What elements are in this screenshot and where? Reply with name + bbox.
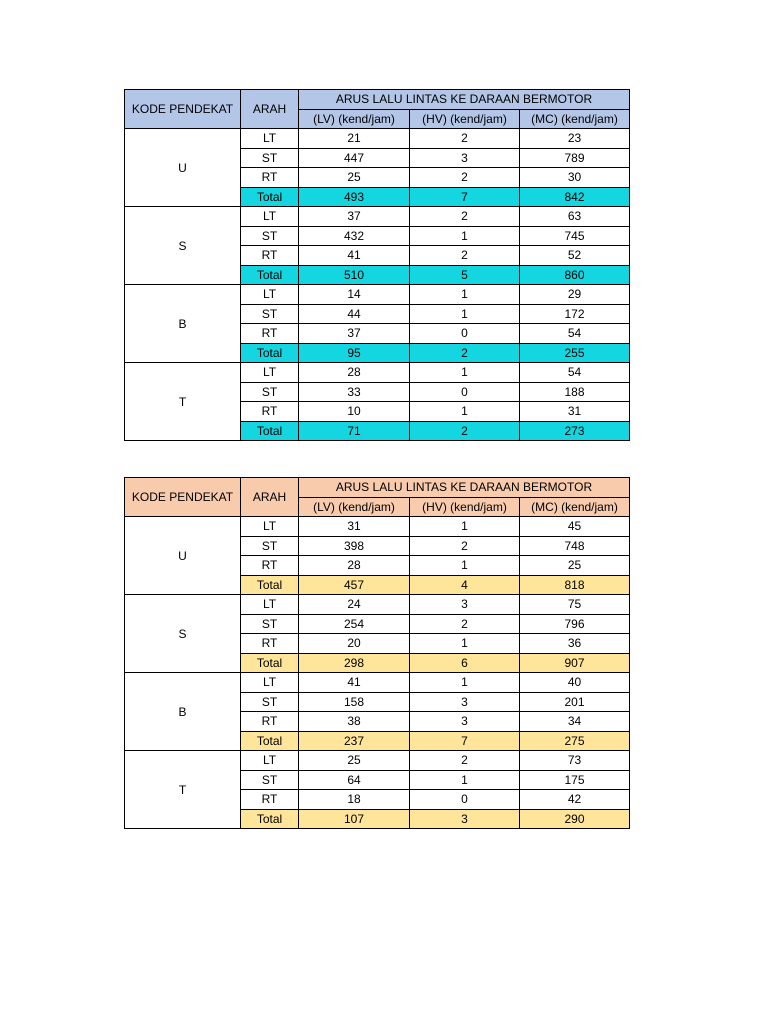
kode-pendekat-cell: S — [125, 595, 241, 673]
mc-cell: 172 — [520, 304, 630, 324]
arah-cell: LT — [241, 673, 299, 693]
lv-cell: 298 — [299, 653, 410, 673]
hv-cell: 1 — [410, 634, 520, 654]
arah-cell: Total — [241, 653, 299, 673]
arah-cell: Total — [241, 809, 299, 829]
hv-cell: 0 — [410, 324, 520, 344]
hv-cell: 1 — [410, 363, 520, 383]
hv-cell: 3 — [410, 692, 520, 712]
arah-cell: RT — [241, 246, 299, 266]
lv-cell: 18 — [299, 790, 410, 810]
lv-cell: 10 — [299, 402, 410, 422]
table-row — [125, 363, 630, 383]
arah-cell: ST — [241, 536, 299, 556]
lv-cell: 493 — [299, 187, 410, 207]
hv-cell: 1 — [410, 770, 520, 790]
mc-cell: 40 — [520, 673, 630, 693]
arah-cell: Total — [241, 731, 299, 751]
mc-cell: 745 — [520, 226, 630, 246]
mc-cell: 63 — [520, 207, 630, 227]
arah-cell: LT — [241, 285, 299, 305]
lv-cell: 33 — [299, 382, 410, 402]
lv-cell: 37 — [299, 207, 410, 227]
hv-cell: 1 — [410, 673, 520, 693]
arah-cell: Total — [241, 575, 299, 595]
arah-cell: LT — [241, 751, 299, 771]
lv-cell: 25 — [299, 168, 410, 188]
arah-cell: Total — [241, 187, 299, 207]
hv-cell: 2 — [410, 343, 520, 363]
lv-cell: 20 — [299, 634, 410, 654]
kode-pendekat-cell: U — [125, 129, 241, 207]
table-row — [125, 751, 630, 771]
table-row — [125, 285, 630, 305]
hv-cell: 1 — [410, 226, 520, 246]
hv-cell: 1 — [410, 556, 520, 576]
lv-cell: 28 — [299, 556, 410, 576]
lv-cell: 37 — [299, 324, 410, 344]
hv-cell: 0 — [410, 790, 520, 810]
table-row — [125, 207, 630, 227]
lv-cell: 28 — [299, 363, 410, 383]
header-arah: ARAH — [241, 90, 299, 129]
kode-pendekat-cell: B — [125, 673, 241, 751]
hv-cell: 4 — [410, 575, 520, 595]
lv-cell: 21 — [299, 129, 410, 149]
lv-cell: 25 — [299, 751, 410, 771]
hv-cell: 3 — [410, 809, 520, 829]
lv-cell: 457 — [299, 575, 410, 595]
lv-cell: 432 — [299, 226, 410, 246]
arah-cell: ST — [241, 614, 299, 634]
hv-cell: 1 — [410, 285, 520, 305]
hv-cell: 5 — [410, 265, 520, 285]
mc-cell: 175 — [520, 770, 630, 790]
lv-cell: 41 — [299, 246, 410, 266]
hv-cell: 2 — [410, 168, 520, 188]
arah-cell: LT — [241, 595, 299, 615]
lv-cell: 447 — [299, 148, 410, 168]
hv-cell: 2 — [410, 207, 520, 227]
mc-cell: 54 — [520, 363, 630, 383]
hv-cell: 1 — [410, 517, 520, 537]
mc-cell: 42 — [520, 790, 630, 810]
table-row — [125, 129, 630, 149]
mc-cell: 30 — [520, 168, 630, 188]
mc-cell: 275 — [520, 731, 630, 751]
mc-cell: 255 — [520, 343, 630, 363]
hv-cell: 2 — [410, 751, 520, 771]
mc-cell: 45 — [520, 517, 630, 537]
header-hv: (HV) (kend/jam) — [410, 497, 520, 517]
hv-cell: 3 — [410, 595, 520, 615]
arah-cell: LT — [241, 517, 299, 537]
arah-cell: RT — [241, 634, 299, 654]
hv-cell: 1 — [410, 304, 520, 324]
header-arus-lalu-lintas: ARUS LALU LINTAS KE DARAAN BERMOTOR — [299, 90, 630, 110]
arah-cell: RT — [241, 324, 299, 344]
traffic-table-1 — [124, 89, 630, 441]
table-row — [125, 595, 630, 615]
mc-cell: 201 — [520, 692, 630, 712]
mc-cell: 25 — [520, 556, 630, 576]
hv-cell: 6 — [410, 653, 520, 673]
lv-cell: 254 — [299, 614, 410, 634]
hv-cell: 3 — [410, 148, 520, 168]
mc-cell: 290 — [520, 809, 630, 829]
header-kode-pendekat: KODE PENDEKAT — [125, 90, 241, 129]
mc-cell: 29 — [520, 285, 630, 305]
lv-cell: 38 — [299, 712, 410, 732]
hv-cell: 3 — [410, 712, 520, 732]
hv-cell: 1 — [410, 402, 520, 422]
mc-cell: 54 — [520, 324, 630, 344]
table-row — [125, 673, 630, 693]
lv-cell: 398 — [299, 536, 410, 556]
lv-cell: 64 — [299, 770, 410, 790]
traffic-table-2 — [124, 477, 630, 829]
arah-cell: ST — [241, 304, 299, 324]
arah-cell: Total — [241, 421, 299, 441]
lv-cell: 510 — [299, 265, 410, 285]
lv-cell: 31 — [299, 517, 410, 537]
mc-cell: 860 — [520, 265, 630, 285]
mc-cell: 36 — [520, 634, 630, 654]
lv-cell: 107 — [299, 809, 410, 829]
arah-cell: ST — [241, 692, 299, 712]
mc-cell: 23 — [520, 129, 630, 149]
arah-cell: LT — [241, 363, 299, 383]
arah-cell: LT — [241, 207, 299, 227]
header-arah: ARAH — [241, 478, 299, 517]
arah-cell: Total — [241, 265, 299, 285]
header-kode-pendekat: KODE PENDEKAT — [125, 478, 241, 517]
arah-cell: Total — [241, 343, 299, 363]
header-mc: (MC) (kend/jam) — [520, 109, 630, 129]
mc-cell: 52 — [520, 246, 630, 266]
arah-cell: LT — [241, 129, 299, 149]
arah-cell: RT — [241, 712, 299, 732]
mc-cell: 273 — [520, 421, 630, 441]
arah-cell: RT — [241, 790, 299, 810]
hv-cell: 2 — [410, 614, 520, 634]
hv-cell: 7 — [410, 187, 520, 207]
mc-cell: 188 — [520, 382, 630, 402]
hv-cell: 2 — [410, 129, 520, 149]
header-mc: (MC) (kend/jam) — [520, 497, 630, 517]
lv-cell: 158 — [299, 692, 410, 712]
lv-cell: 237 — [299, 731, 410, 751]
mc-cell: 748 — [520, 536, 630, 556]
lv-cell: 44 — [299, 304, 410, 324]
header-arus-lalu-lintas: ARUS LALU LINTAS KE DARAAN BERMOTOR — [299, 478, 630, 498]
lv-cell: 41 — [299, 673, 410, 693]
mc-cell: 73 — [520, 751, 630, 771]
hv-cell: 7 — [410, 731, 520, 751]
hv-cell: 2 — [410, 536, 520, 556]
header-lv: (LV) (kend/jam) — [299, 497, 410, 517]
arah-cell: RT — [241, 402, 299, 422]
lv-cell: 14 — [299, 285, 410, 305]
arah-cell: RT — [241, 168, 299, 188]
arah-cell: ST — [241, 148, 299, 168]
kode-pendekat-cell: S — [125, 207, 241, 285]
header-hv: (HV) (kend/jam) — [410, 109, 520, 129]
mc-cell: 34 — [520, 712, 630, 732]
mc-cell: 75 — [520, 595, 630, 615]
mc-cell: 842 — [520, 187, 630, 207]
kode-pendekat-cell: U — [125, 517, 241, 595]
mc-cell: 31 — [520, 402, 630, 422]
lv-cell: 24 — [299, 595, 410, 615]
mc-cell: 907 — [520, 653, 630, 673]
hv-cell: 0 — [410, 382, 520, 402]
kode-pendekat-cell: T — [125, 363, 241, 441]
kode-pendekat-cell: T — [125, 751, 241, 829]
mc-cell: 796 — [520, 614, 630, 634]
hv-cell: 2 — [410, 246, 520, 266]
arah-cell: ST — [241, 770, 299, 790]
hv-cell: 2 — [410, 421, 520, 441]
mc-cell: 789 — [520, 148, 630, 168]
arah-cell: RT — [241, 556, 299, 576]
lv-cell: 95 — [299, 343, 410, 363]
lv-cell: 71 — [299, 421, 410, 441]
mc-cell: 818 — [520, 575, 630, 595]
table-row — [125, 517, 630, 537]
arah-cell: ST — [241, 382, 299, 402]
arah-cell: ST — [241, 226, 299, 246]
kode-pendekat-cell: B — [125, 285, 241, 363]
header-lv: (LV) (kend/jam) — [299, 109, 410, 129]
